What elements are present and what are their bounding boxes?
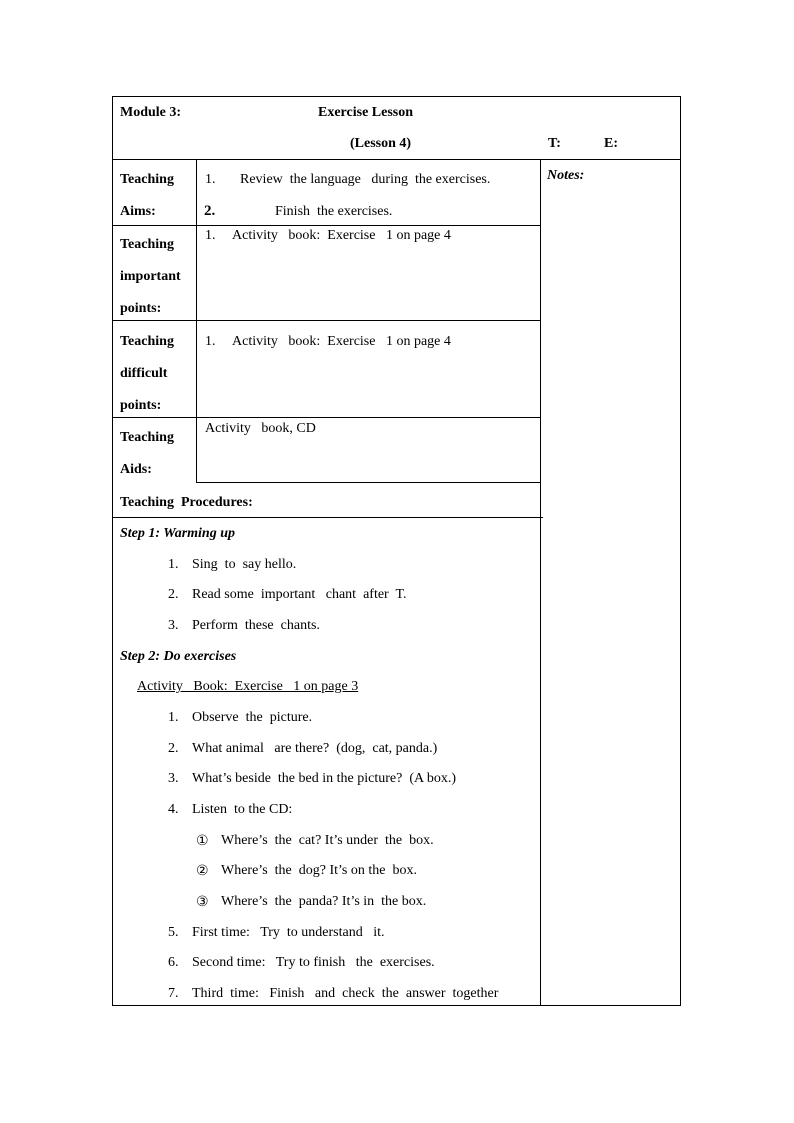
step2-item-1-text: Observe the picture.: [192, 710, 313, 725]
step2-title: Step 2: Do exercises: [120, 649, 237, 664]
difficult-item-text: Activity book: Exercise 1 on page 4: [232, 334, 451, 349]
sub-item-1-mark: ①: [196, 833, 209, 849]
step1-item-1-number: 1.: [168, 557, 179, 572]
aims-item-2-number: 2.: [204, 203, 216, 219]
aims-label-line2: Aims:: [120, 204, 156, 219]
table-border-top: [112, 96, 681, 97]
lesson-number: (Lesson 4): [350, 136, 412, 151]
step2-subheading: Activity Book: Exercise 1 on page 3: [137, 679, 359, 694]
notes-divider: [540, 159, 541, 1006]
label-column-divider: [196, 159, 197, 483]
step1-item-2-number: 2.: [168, 587, 179, 602]
step2-item-6-text: Second time: Try to finish the exercises.: [192, 955, 435, 970]
aids-label-line2: Aids:: [120, 462, 152, 477]
notes-label: Notes:: [547, 168, 585, 183]
row-divider-important: [112, 320, 541, 321]
aims-label-line1: Teaching: [120, 172, 174, 187]
table-border-left: [112, 96, 113, 1006]
important-label-line1: Teaching: [120, 237, 174, 252]
row-divider-difficult: [112, 417, 541, 418]
step2-item-2-number: 2.: [168, 741, 179, 756]
important-label-line2: important: [120, 269, 181, 284]
procedures-label: Teaching Procedures:: [120, 495, 253, 510]
aims-item-1-text: Review the language during the exercises.: [240, 172, 491, 187]
step2-item-1-number: 1.: [168, 710, 179, 725]
lesson-title: Exercise Lesson: [318, 105, 414, 120]
e-label: E:: [604, 136, 618, 151]
aids-text: Activity book, CD: [205, 421, 316, 436]
sub-item-3-text: Where’s the panda? It’s in the box.: [221, 894, 427, 909]
aids-label-line1: Teaching: [120, 430, 174, 445]
teacher-label: T:: [548, 136, 561, 151]
important-label-line3: points:: [120, 301, 162, 316]
step2-item-3-text: What’s beside the bed in the picture? (A box.): [192, 771, 456, 786]
sub-item-2-mark: ②: [196, 863, 209, 879]
aims-item-2-text: Finish the exercises.: [275, 204, 393, 219]
step1-title: Step 1: Warming up: [120, 526, 236, 541]
step2-item-4-number: 4.: [168, 802, 179, 817]
sub-item-2-text: Where’s the dog? It’s on the box.: [221, 863, 417, 878]
module-label: Module 3:: [120, 105, 182, 120]
step2-item-4-text: Listen to the CD:: [192, 802, 293, 817]
table-border-right: [680, 96, 681, 1006]
sub-item-3-mark: ③: [196, 894, 209, 910]
step1-item-3-number: 3.: [168, 618, 179, 633]
difficult-item-number: 1.: [205, 334, 216, 349]
row-divider-aids: [197, 482, 541, 483]
header-divider: [112, 159, 681, 160]
step1-item-1-text: Sing to say hello.: [192, 557, 297, 572]
step2-item-5-text: First time: Try to understand it.: [192, 925, 385, 940]
step2-item-5-number: 5.: [168, 925, 179, 940]
step1-item-3-text: Perform these chants.: [192, 618, 320, 633]
step2-item-6-number: 6.: [168, 955, 179, 970]
difficult-label-line1: Teaching: [120, 334, 174, 349]
sub-item-1-text: Where’s the cat? It’s under the box.: [221, 833, 434, 848]
important-item-text: Activity book: Exercise 1 on page 4: [232, 228, 451, 243]
step2-item-2-text: What animal are there? (dog, cat, panda.): [192, 741, 438, 756]
difficult-label-line2: difficult: [120, 366, 168, 381]
table-border-bottom: [112, 1005, 681, 1006]
difficult-label-line3: points:: [120, 398, 162, 413]
step1-item-2-text: Read some important chant after T.: [192, 587, 407, 602]
aims-item-1-number: 1.: [205, 172, 216, 187]
step2-item-7-number: 7.: [168, 986, 179, 1001]
step2-item-7-text: Third time: Finish and check the answer together: [192, 986, 499, 1001]
row-divider-procedures: [112, 517, 543, 518]
row-divider-aims: [112, 225, 541, 226]
step2-item-3-number: 3.: [168, 771, 179, 786]
important-item-number: 1.: [205, 228, 216, 243]
